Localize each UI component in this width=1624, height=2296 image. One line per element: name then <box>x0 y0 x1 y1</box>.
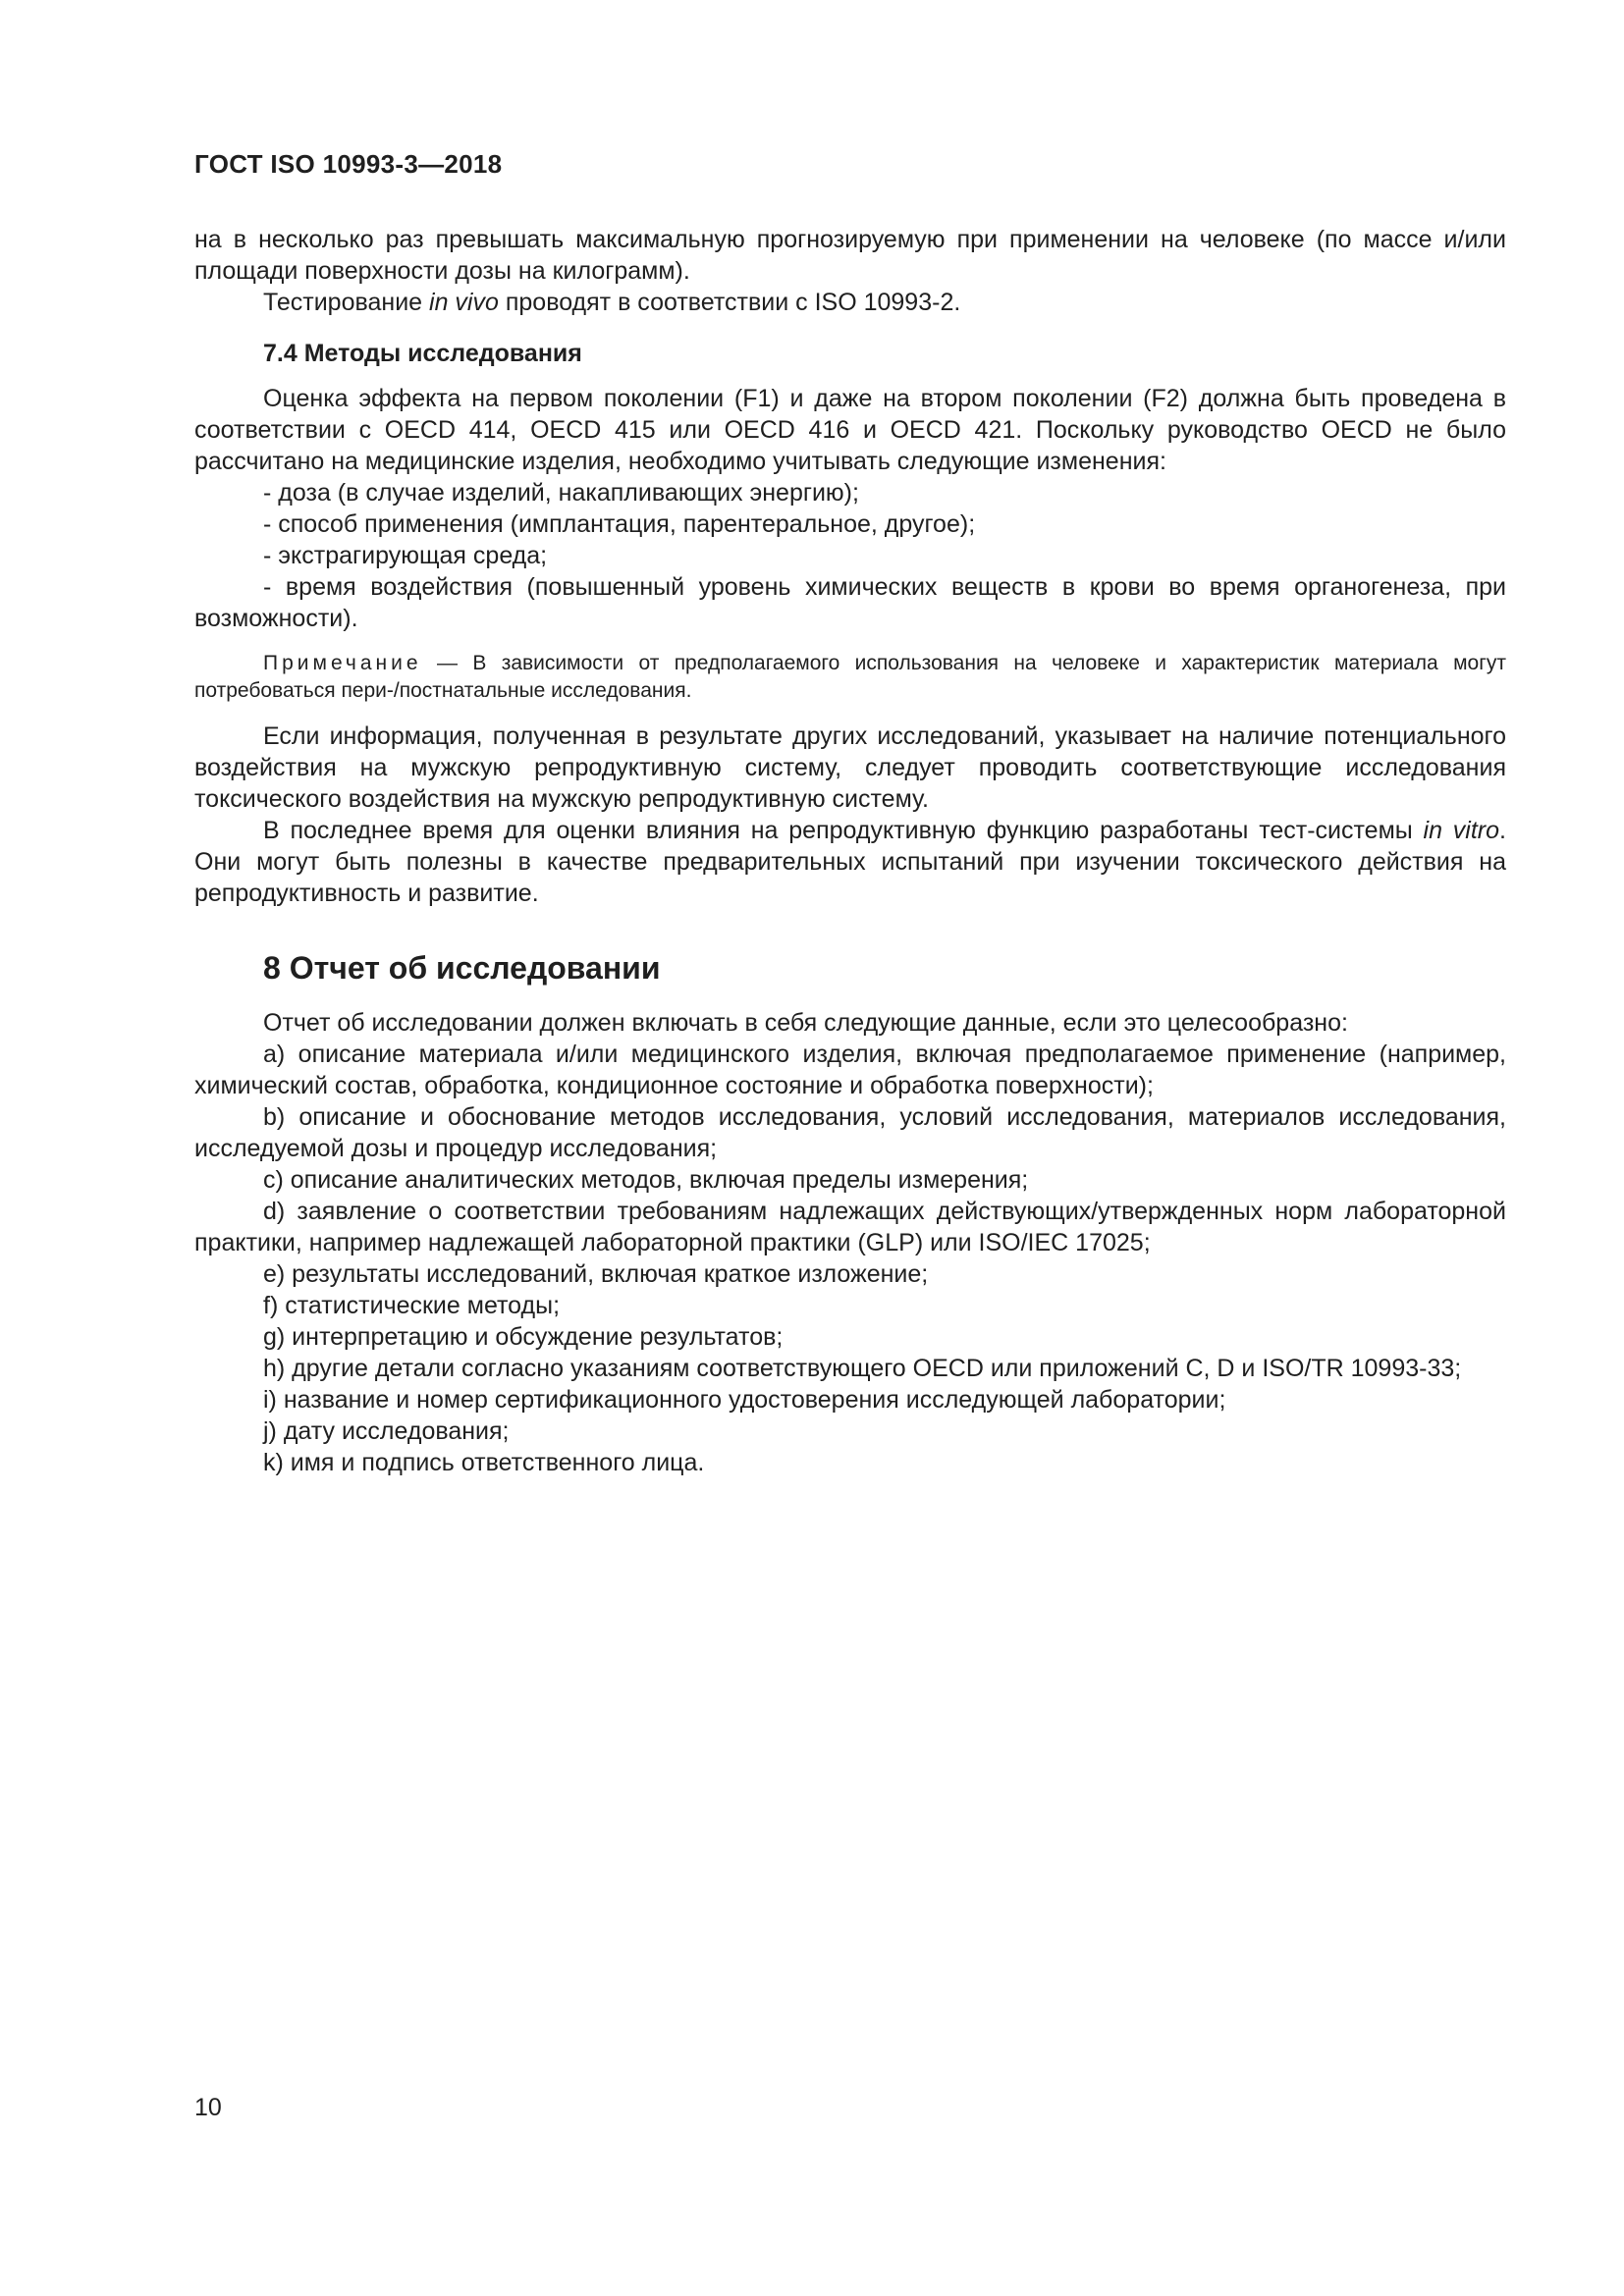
text-run: В последнее время для оценки влияния на репродуктивную функцию разработаны тест-системы <box>263 817 1424 844</box>
list-item: g) интерпретацию и обсуждение результатов; <box>263 1323 784 1351</box>
list-item: d) заявление о соответствии требованиям надлежащих действующих/утвержденных норм лабораторной практики, например надлежащей лабораторной практики (GLP) или ISO/IEC 17025; <box>194 1198 1506 1256</box>
list-item: - доза (в случае изделий, накапливающих энергию); <box>263 479 859 507</box>
list-item: h) другие детали согласно указаниям соответствующего OECD или приложений C, D и ISO/TR 10993-33; <box>263 1355 1462 1382</box>
list-item: c) описание аналитических методов, включая пределы измерения; <box>263 1166 1029 1194</box>
list-item: a) описание материала и/или медицинского изделия, включая предполагаемое применение (например, химический состав, обработка, кондиционное состояние и обработка поверхности); <box>194 1041 1506 1099</box>
list-item: j) дату исследования; <box>263 1417 510 1445</box>
page-content <box>194 224 1506 1478</box>
text-run: Тестирование <box>263 289 430 316</box>
running-header: ГОСТ ISO 10993-3—2018 <box>194 149 503 179</box>
section-heading-8: 8 Отчет об исследовании <box>263 950 661 986</box>
text-run: проводят в соответствии с ISO 10993-2. <box>498 289 961 316</box>
paragraph-in-vitro <box>194 815 1506 909</box>
note-text: — В зависимости от предполагаемого использования на человеке и характеристик материала могут потребоваться пери-/постнатальные исследования. <box>194 652 1506 702</box>
note-label: Примечание <box>263 652 422 674</box>
paragraph-male-reproductive: Если информация, полученная в результате других исследований, указывает на наличие потенциального воздействия на мужскую репродуктивную систему, следует проводить соответствующие исследования токсического воздействия на мужскую репродуктивную систему. <box>194 722 1506 813</box>
list-item: - способ применения (имплантация, парентеральное, другое); <box>263 510 976 538</box>
paragraph-in-vivo <box>194 287 1506 318</box>
paragraph-report-intro: Отчет об исследовании должен включать в себя следующие данные, если это целесообразно: <box>263 1009 1348 1037</box>
list-item: k) имя и подпись ответственного лица. <box>263 1449 705 1476</box>
list-item: f) статистические методы; <box>263 1292 561 1319</box>
page-number: 10 <box>194 2094 222 2121</box>
text-run: . Они могут быть полезны в качестве предварительных испытаний при изучении токсического действия на репродуктивность и развитие. <box>194 817 1506 907</box>
note <box>194 650 1506 705</box>
list-item: - экстрагирующая среда; <box>263 542 548 569</box>
list-item: e) результаты исследований, включая краткое изложение; <box>263 1260 929 1288</box>
list-item: b) описание и обоснование методов исследования, условий исследования, материалов исследования, исследуемой дозы и процедур исследования; <box>194 1103 1506 1162</box>
paragraph-methods-intro: Оценка эффекта на первом поколении (F1) и даже на втором поколении (F2) должна быть проведена в соответствии с OECD 414, OECD 415 или OECD 416 и OECD 421. Поскольку руководство OECD не было рассчитано на медицинские изделия, необходимо учитывать следующие изменения: <box>194 385 1506 475</box>
section-heading-7-4: 7.4 Методы исследования <box>263 340 582 367</box>
list-item: i) название и номер сертификационного удостоверения исследующей лаборатории; <box>263 1386 1226 1414</box>
italic-term: in vivo <box>429 289 499 316</box>
paragraph-continued: на в несколько раз превышать максимальную прогнозируемую при применении на человеке (по массе и/или площади поверхности дозы на килограмм). <box>194 226 1506 285</box>
list-item: - время воздействия (повышенный уровень химических веществ в крови во время органогенеза, при возможности). <box>194 573 1506 632</box>
italic-term: in vitro <box>1423 817 1500 844</box>
